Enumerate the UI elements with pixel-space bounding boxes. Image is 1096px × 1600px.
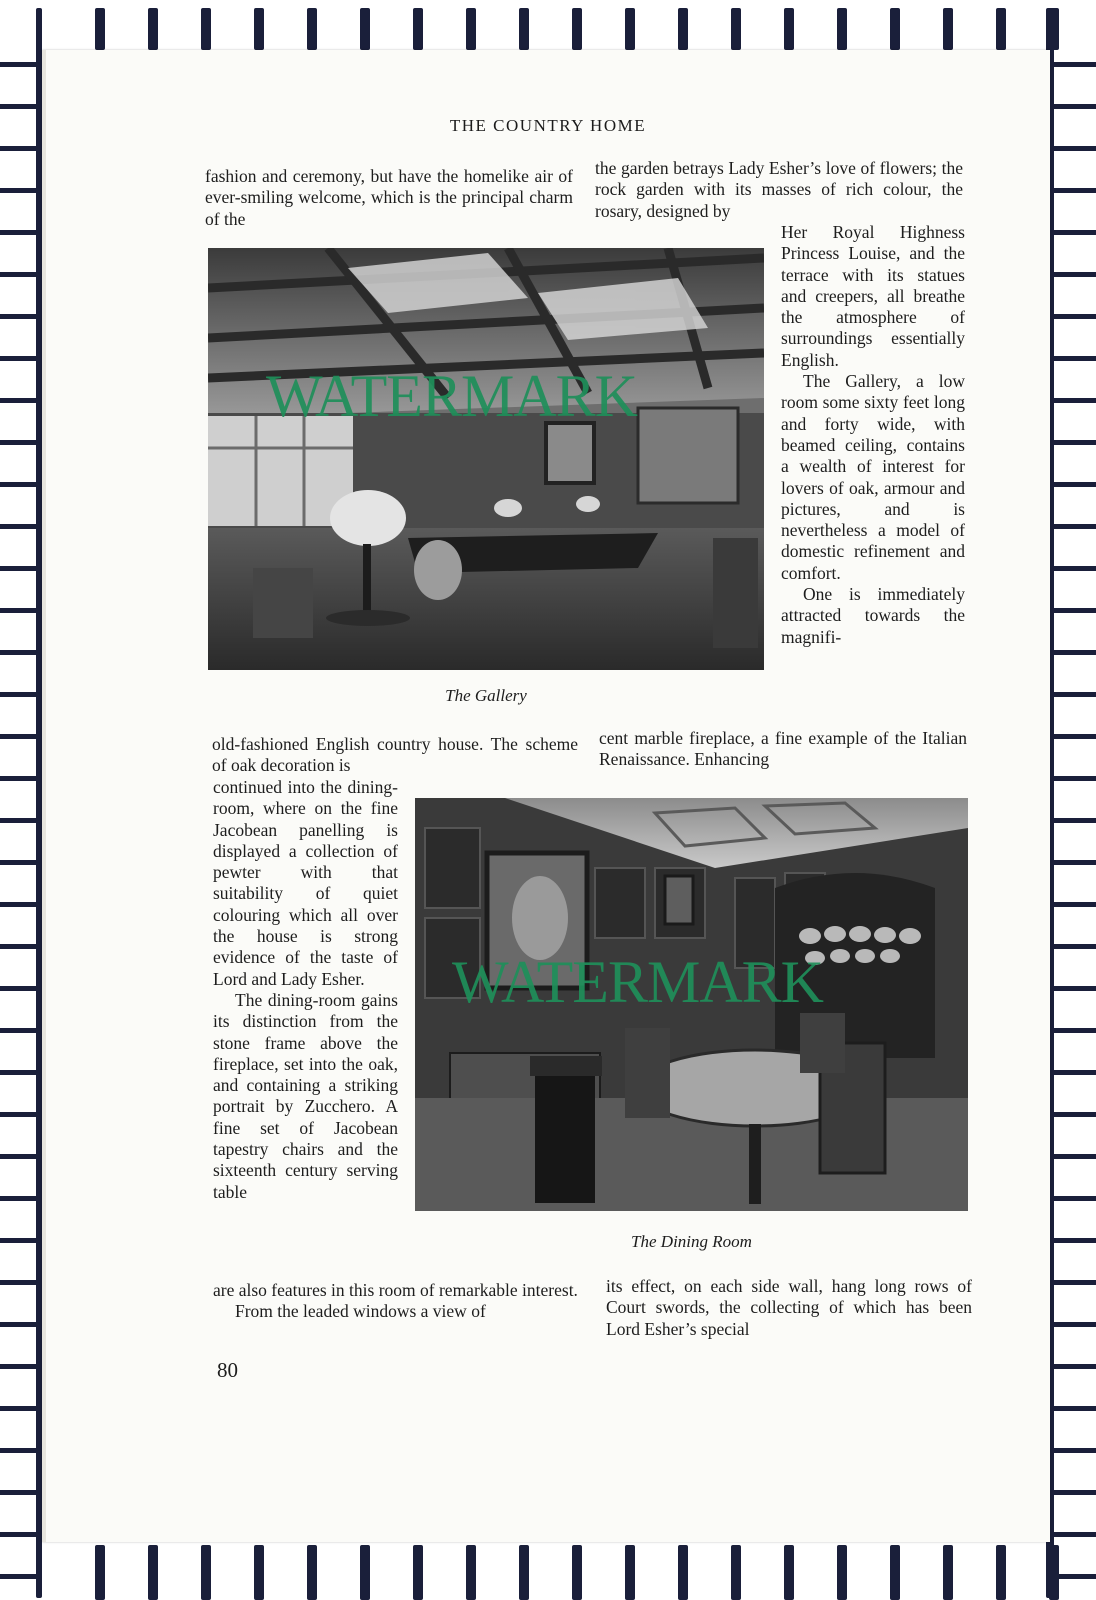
grid-dash bbox=[1054, 1112, 1096, 1117]
grid-dash bbox=[0, 860, 38, 865]
grid-dash bbox=[0, 1574, 38, 1579]
paragraph: cent marble fireplace, a fine example of the Italian Renaissance. Enhancing bbox=[599, 728, 967, 770]
grid-bar bbox=[95, 8, 105, 50]
grid-dash bbox=[1054, 986, 1096, 991]
text-mid-left bbox=[212, 734, 578, 777]
grid-dash bbox=[0, 1322, 38, 1327]
grid-dash bbox=[1054, 734, 1096, 739]
paragraph: fashion and ceremony, but have the homelike air of ever-smiling welcome, which is the principal charm of the bbox=[205, 166, 573, 229]
grid-dash bbox=[0, 734, 38, 739]
grid-dash bbox=[0, 482, 38, 487]
grid-bar bbox=[95, 1545, 105, 1600]
grid-bar bbox=[307, 1545, 317, 1600]
page-edge bbox=[42, 50, 46, 1542]
text-bottom-left bbox=[213, 1280, 580, 1323]
grid-dash bbox=[0, 1238, 38, 1243]
grid-dash bbox=[1054, 1406, 1096, 1411]
grid-bar bbox=[837, 8, 847, 50]
grid-dash bbox=[0, 356, 38, 361]
paragraph: its effect, on each side wall, hang long rows of Court swords, the collecting of which has been Lord Esher’s special bbox=[606, 1276, 972, 1339]
grid-dash bbox=[1054, 272, 1096, 277]
paragraph: are also features in this room of remarkable interest. bbox=[213, 1280, 578, 1300]
grid-bar bbox=[943, 8, 953, 50]
paragraph: The dining-room gains its distinction from the stone frame above the fireplace, set into the oak, and containing a striking portrait by Zucchero. A fine set of Jacobean tapestry chairs and the sixteenth century serving table bbox=[213, 989, 398, 1202]
grid-dash bbox=[1054, 692, 1096, 697]
grid-bar bbox=[254, 8, 264, 50]
grid-dash bbox=[0, 1532, 38, 1537]
grid-dash bbox=[0, 776, 38, 781]
text-mid-right bbox=[599, 728, 967, 771]
grid-bar bbox=[678, 1545, 688, 1600]
grid-dash bbox=[0, 1406, 38, 1411]
grid-dash bbox=[1054, 1154, 1096, 1159]
grid-bar bbox=[466, 8, 476, 50]
page-number: 80 bbox=[217, 1358, 238, 1382]
grid-dash bbox=[1054, 314, 1096, 319]
grid-dash bbox=[0, 1364, 38, 1369]
grid-bar bbox=[996, 8, 1006, 50]
grid-bar bbox=[307, 8, 317, 50]
grid-dash bbox=[0, 230, 38, 235]
grid-dash bbox=[1054, 1322, 1096, 1327]
caption-dining: The Dining Room bbox=[631, 1232, 752, 1251]
grid-dash bbox=[0, 1196, 38, 1201]
grid-dash bbox=[0, 314, 38, 319]
grid-bar bbox=[625, 1545, 635, 1600]
text-left-top bbox=[205, 166, 573, 230]
grid-bar bbox=[678, 8, 688, 50]
grid-dash bbox=[1054, 188, 1096, 193]
grid-dash bbox=[0, 902, 38, 907]
grid-dash bbox=[0, 608, 38, 613]
grid-bar bbox=[731, 1545, 741, 1600]
grid-bar bbox=[519, 8, 529, 50]
grid-dash bbox=[0, 398, 38, 403]
grid-bar bbox=[837, 1545, 847, 1600]
grid-dash bbox=[0, 146, 38, 151]
grid-bar bbox=[625, 8, 635, 50]
grid-dash bbox=[1054, 818, 1096, 823]
paragraph: The Gallery, a low room some sixty feet long and forty wide, with beamed ceiling, contains a wealth of interest for lovers of oak, armour and pictures, and is nevertheless a model of domestic refinement and comfort. bbox=[781, 371, 965, 583]
grid-bar bbox=[890, 1545, 900, 1600]
grid-dash bbox=[1054, 1196, 1096, 1201]
grid-dash bbox=[1054, 608, 1096, 613]
grid-dash bbox=[0, 272, 38, 277]
gallery-illustration bbox=[208, 248, 764, 670]
grid-dash bbox=[0, 1112, 38, 1117]
grid-dash bbox=[1054, 944, 1096, 949]
grid-dash bbox=[1054, 776, 1096, 781]
grid-bar bbox=[943, 1545, 953, 1600]
grid-dash bbox=[1054, 1028, 1096, 1033]
grid-bar bbox=[519, 1545, 529, 1600]
grid-dash bbox=[1054, 482, 1096, 487]
grid-dash bbox=[1054, 440, 1096, 445]
grid-dash bbox=[1054, 1574, 1096, 1579]
grid-dash bbox=[1054, 146, 1096, 151]
grid-dash bbox=[1054, 1448, 1096, 1453]
grid-bar bbox=[201, 1545, 211, 1600]
grid-dash bbox=[1054, 62, 1096, 67]
grid-bar bbox=[201, 8, 211, 50]
grid-bar bbox=[996, 1545, 1006, 1600]
grid-dash bbox=[0, 1490, 38, 1495]
paragraph: the garden betrays Lady Esher’s love of flowers; the rock garden with its masses of rich colour, the rosary, designed by bbox=[595, 158, 963, 221]
grid-bar bbox=[572, 1545, 582, 1600]
running-head: THE COUNTRY HOME bbox=[449, 116, 647, 135]
grid-dash bbox=[0, 188, 38, 193]
grid-dash bbox=[0, 1448, 38, 1453]
text-right-top bbox=[595, 158, 963, 222]
grid-dash bbox=[1054, 524, 1096, 529]
watermark-gallery: WATERMARK bbox=[266, 363, 638, 429]
grid-dash bbox=[0, 1028, 38, 1033]
paragraph: From the leaded windows a view of bbox=[235, 1301, 486, 1322]
grid-dash bbox=[1054, 860, 1096, 865]
grid-dash bbox=[0, 650, 38, 655]
grid-bar bbox=[890, 8, 900, 50]
grid-dash bbox=[1054, 1070, 1096, 1075]
grid-dash bbox=[0, 1070, 38, 1075]
grid-bar bbox=[784, 1545, 794, 1600]
grid-dash bbox=[0, 440, 38, 445]
grid-dash bbox=[0, 1154, 38, 1159]
grid-bar bbox=[148, 1545, 158, 1600]
text-lower-left bbox=[213, 777, 398, 1203]
grid-bar bbox=[731, 8, 741, 50]
grid-bar bbox=[413, 8, 423, 50]
grid-dash bbox=[1054, 1364, 1096, 1369]
paragraph: continued into the dining-room, where on the fine Jacobean panelling is displayed a collection of pewter with that suitability of quiet colouring which all over the house is strong evidence of the taste of Lord and Lady Esher. bbox=[213, 777, 398, 989]
grid-dash bbox=[1054, 356, 1096, 361]
grid-dash bbox=[0, 944, 38, 949]
grid-dash bbox=[0, 566, 38, 571]
grid-dash bbox=[1054, 1280, 1096, 1285]
grid-dash bbox=[0, 524, 38, 529]
watermark-dining: WATERMARK bbox=[452, 949, 824, 1015]
gallery-photo bbox=[208, 248, 764, 670]
grid-dash bbox=[1054, 1532, 1096, 1537]
grid-dash bbox=[0, 818, 38, 823]
grid-dash bbox=[1054, 1238, 1096, 1243]
grid-dash bbox=[0, 986, 38, 991]
grid-bar bbox=[572, 8, 582, 50]
grid-bar bbox=[784, 8, 794, 50]
grid-dash bbox=[0, 692, 38, 697]
text-side-column bbox=[781, 222, 965, 648]
grid-bar bbox=[360, 1545, 370, 1600]
grid-dash bbox=[0, 62, 38, 67]
text-bottom-right bbox=[606, 1276, 972, 1340]
grid-dash bbox=[1054, 398, 1096, 403]
grid-bar bbox=[254, 1545, 264, 1600]
grid-dash bbox=[1054, 902, 1096, 907]
grid-dash bbox=[1054, 230, 1096, 235]
grid-dash bbox=[0, 1280, 38, 1285]
paragraph: old-fashioned English country house. The scheme of oak decoration is bbox=[212, 734, 578, 776]
grid-bar bbox=[148, 8, 158, 50]
paragraph: Her Royal Highness Princess Louise, and the terrace with its statues and creepers, all breathe the atmosphere of surroundings essentially English. bbox=[781, 222, 965, 370]
caption-gallery: The Gallery bbox=[445, 686, 527, 705]
grid-dash bbox=[1054, 1490, 1096, 1495]
grid-dash bbox=[1054, 566, 1096, 571]
grid-dash bbox=[1054, 104, 1096, 109]
grid-bar bbox=[413, 1545, 423, 1600]
grid-dash bbox=[1054, 650, 1096, 655]
grid-bar bbox=[466, 1545, 476, 1600]
grid-dash bbox=[0, 104, 38, 109]
grid-bar bbox=[360, 8, 370, 50]
paragraph: One is immediately attracted towards the magnifi- bbox=[781, 584, 965, 647]
